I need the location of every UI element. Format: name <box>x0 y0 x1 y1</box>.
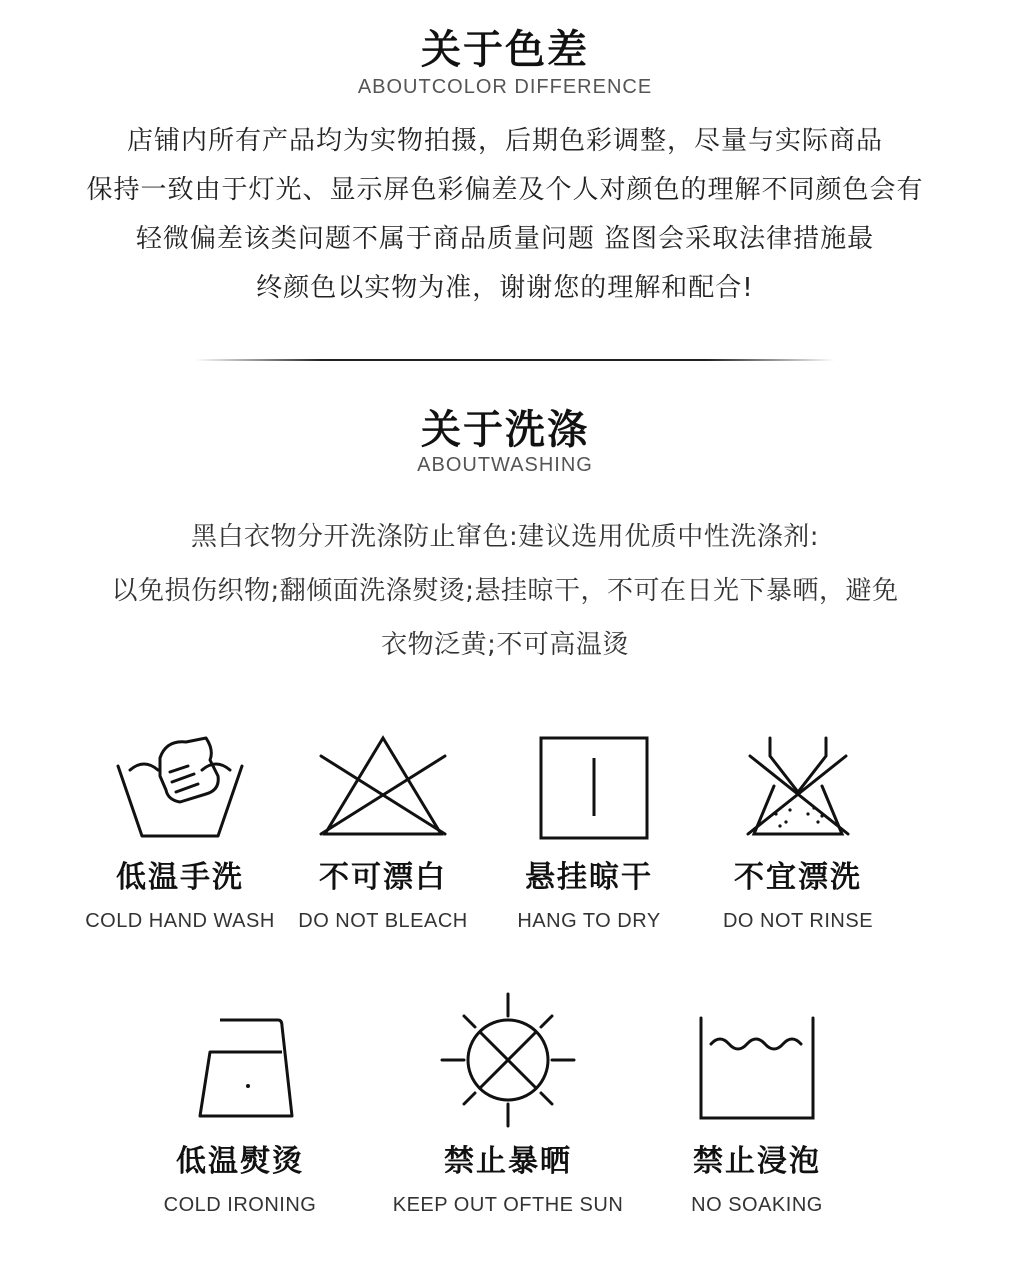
care-label-en: DO NOT RINSE <box>722 910 874 932</box>
care-label-cn: 禁止浸泡 <box>693 1144 821 1179</box>
no-sun-icon <box>438 990 578 1130</box>
care-label-en: KEEP OUT OFTHE SUN <box>392 1194 624 1216</box>
care-item-low-iron <box>135 1012 345 1216</box>
hand-wash-icon <box>110 730 250 842</box>
washing-section-title: 关于洗涤 <box>421 407 589 453</box>
care-item-no-rinse <box>693 730 903 932</box>
care-label-en: COLD HAND WASH <box>85 910 275 932</box>
low-iron-icon <box>170 1012 310 1124</box>
washing-paragraph-line: 黑白衣物分开洗涤防止窜色:建议选用优质中性洗涤剂: <box>190 522 820 552</box>
care-label-en: HANG TO DRY <box>517 910 661 932</box>
washing-paragraph-line: 以免损伤织物;翻倾面洗涤熨烫;悬挂晾干，不可在日光下暴晒，避免 <box>111 576 899 606</box>
care-label-cn: 不宜漂洗 <box>734 860 862 895</box>
color-paragraph-line: 店铺内所有产品均为实物拍摄，后期色彩调整，尽量与实际商品 <box>126 126 883 156</box>
care-item-hang-dry <box>484 730 694 932</box>
section-divider <box>195 359 835 361</box>
care-item-no-bleach <box>278 730 488 932</box>
color-section-subtitle: ABOUTCOLOR DIFFERENCE <box>357 76 653 98</box>
washing-section-subtitle: ABOUTWASHING <box>417 454 593 476</box>
no-bleach-icon <box>313 730 453 842</box>
care-label-en: COLD IRONING <box>163 1194 317 1216</box>
care-label-en: NO SOAKING <box>691 1194 823 1216</box>
washing-paragraph-line: 衣物泛黄;不可高温烫 <box>381 630 629 660</box>
care-item-no-soak <box>652 1012 862 1216</box>
color-section-title: 关于色差 <box>421 27 589 73</box>
care-label-en: DO NOT BLEACH <box>298 910 468 932</box>
color-paragraph-line: 终颜色以实物为准，谢谢您的理解和配合! <box>256 273 754 303</box>
hang-dry-icon <box>519 730 659 842</box>
care-label-cn: 禁止暴晒 <box>444 1144 572 1179</box>
no-rinse-icon <box>728 730 868 842</box>
care-label-cn: 低温熨烫 <box>176 1144 304 1179</box>
care-item-hand-wash <box>75 730 285 932</box>
no-soak-icon <box>687 1012 827 1124</box>
color-paragraph-line: 保持一致由于灯光、显示屏色彩偏差及个人对颜色的理解不同颜色会有 <box>86 175 924 205</box>
care-item-no-sun <box>392 990 624 1216</box>
care-label-cn: 不可漂白 <box>319 860 447 895</box>
care-label-cn: 悬挂晾干 <box>525 860 653 895</box>
care-label-cn: 低温手洗 <box>116 860 244 895</box>
color-paragraph-line: 轻微偏差该类问题不属于商品质量问题 盗图会采取法律措施最 <box>135 224 875 254</box>
